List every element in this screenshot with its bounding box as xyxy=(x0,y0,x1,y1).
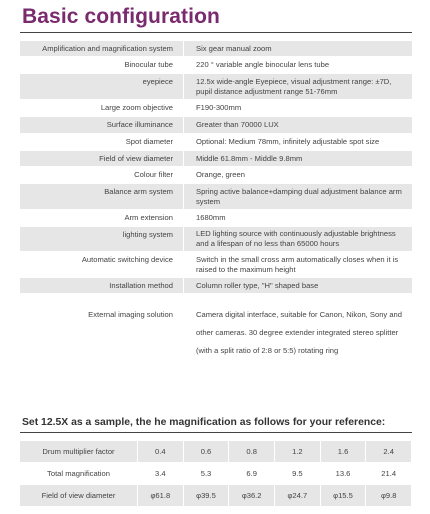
spec-value: F190-300mm xyxy=(183,100,412,116)
table-cell: 0.6 xyxy=(184,441,230,462)
table-cell: φ15.5 xyxy=(321,485,367,506)
spec-label: Surface illuminance xyxy=(20,117,183,133)
spec-row xyxy=(20,57,412,74)
row-header: Field of view diameter xyxy=(20,485,138,506)
spec-label: Spot diameter xyxy=(125,137,173,146)
spec-row xyxy=(20,41,412,57)
spec-row xyxy=(20,117,412,134)
spec-label: lighting system xyxy=(20,227,183,251)
table-row xyxy=(20,441,412,462)
spec-value: 220 ° variable angle binocular lens tube xyxy=(183,57,412,73)
spec-value: Spring active balance+damping dual adjustment balance arm system xyxy=(183,184,412,209)
row-header: Drum multiplier factor xyxy=(20,441,138,462)
row-header: Total magnification xyxy=(20,463,138,484)
table-cell: φ36.2 xyxy=(229,485,275,506)
spec-row xyxy=(20,210,412,227)
spec-row xyxy=(20,74,412,100)
subtitle-divider xyxy=(20,432,412,433)
table-cell: φ61.8 xyxy=(138,485,184,506)
spec-value: Middle 61.8mm - Middle 9.8mm xyxy=(183,151,412,166)
spec-label: Balance arm system xyxy=(20,184,183,209)
spec-value: LED lighting source with continuously adjustable brightness and a lifespan of no less than 65000 hours xyxy=(183,227,412,251)
table-row xyxy=(20,485,412,506)
page-title: Basic configuration xyxy=(22,5,220,28)
spec-value: Orange, green xyxy=(183,167,412,183)
spec-table xyxy=(20,41,412,362)
magnification-subtitle: Set 12.5X as a sample, the he magnification as follows for your reference: xyxy=(22,417,386,428)
spec-label: Binocular tube xyxy=(124,60,173,69)
spec-label: Arm extension xyxy=(124,213,173,222)
table-cell: 1.6 xyxy=(321,441,367,462)
spec-row xyxy=(20,227,412,252)
spec-value: 1680mm xyxy=(183,210,412,226)
spec-label: Automatic switching device xyxy=(81,255,173,264)
spec-value: Greater than 70000 LUX xyxy=(183,117,412,133)
table-cell: 5.3 xyxy=(184,463,230,484)
spec-label: External imaging solution xyxy=(88,310,173,319)
table-cell: 3.4 xyxy=(138,463,184,484)
spec-row xyxy=(20,100,412,117)
spec-label: Field of view diameter xyxy=(20,151,183,166)
table-row xyxy=(20,463,412,484)
table-cell: φ24.7 xyxy=(275,485,321,506)
spec-value: Switch in the small cross arm automatically closes when it is raised to the maximum height xyxy=(183,252,412,277)
spec-value: 12.5x wide-angle Eyepiece, visual adjustment range: ±7D, pupil distance adjustment range 51-76mm xyxy=(183,74,412,99)
spec-value: Column roller type, "H" shaped base xyxy=(183,278,412,293)
table-cell: φ39.5 xyxy=(184,485,230,506)
table-cell: 6.9 xyxy=(229,463,275,484)
spec-row xyxy=(20,252,412,278)
spec-value: Six gear manual zoom xyxy=(183,41,412,56)
table-cell: 1.2 xyxy=(275,441,321,462)
spec-row xyxy=(20,302,412,362)
table-cell: φ9.8 xyxy=(366,485,412,506)
table-cell: 0.8 xyxy=(229,441,275,462)
spec-row xyxy=(20,167,412,184)
spec-value: Camera digital interface, suitable for Canon, Nikon, Sony and other cameras. 30 degree extender integrated stereo splitter (with a split ratio of 2:8 or 5:5) rotating ring xyxy=(183,302,412,361)
spec-label: Colour filter xyxy=(134,170,173,179)
table-cell: 13.6 xyxy=(321,463,367,484)
table-cell: 0.4 xyxy=(138,441,184,462)
spec-label: Amplification and magnification system xyxy=(20,41,183,56)
spec-row xyxy=(20,151,412,167)
spec-row xyxy=(20,184,412,210)
table-cell: 21.4 xyxy=(366,463,412,484)
spec-row xyxy=(20,134,412,151)
spec-value: Optional: Medium 78mm, infinitely adjustable spot size xyxy=(183,134,412,150)
table-cell: 9.5 xyxy=(275,463,321,484)
spec-label: eyepiece xyxy=(20,74,183,99)
spec-row xyxy=(20,278,412,294)
magnification-table xyxy=(20,441,412,507)
spec-label: Installation method xyxy=(20,278,183,293)
table-cell: 2.4 xyxy=(366,441,412,462)
title-divider xyxy=(20,32,412,33)
spec-label: Large zoom objective xyxy=(100,103,173,112)
